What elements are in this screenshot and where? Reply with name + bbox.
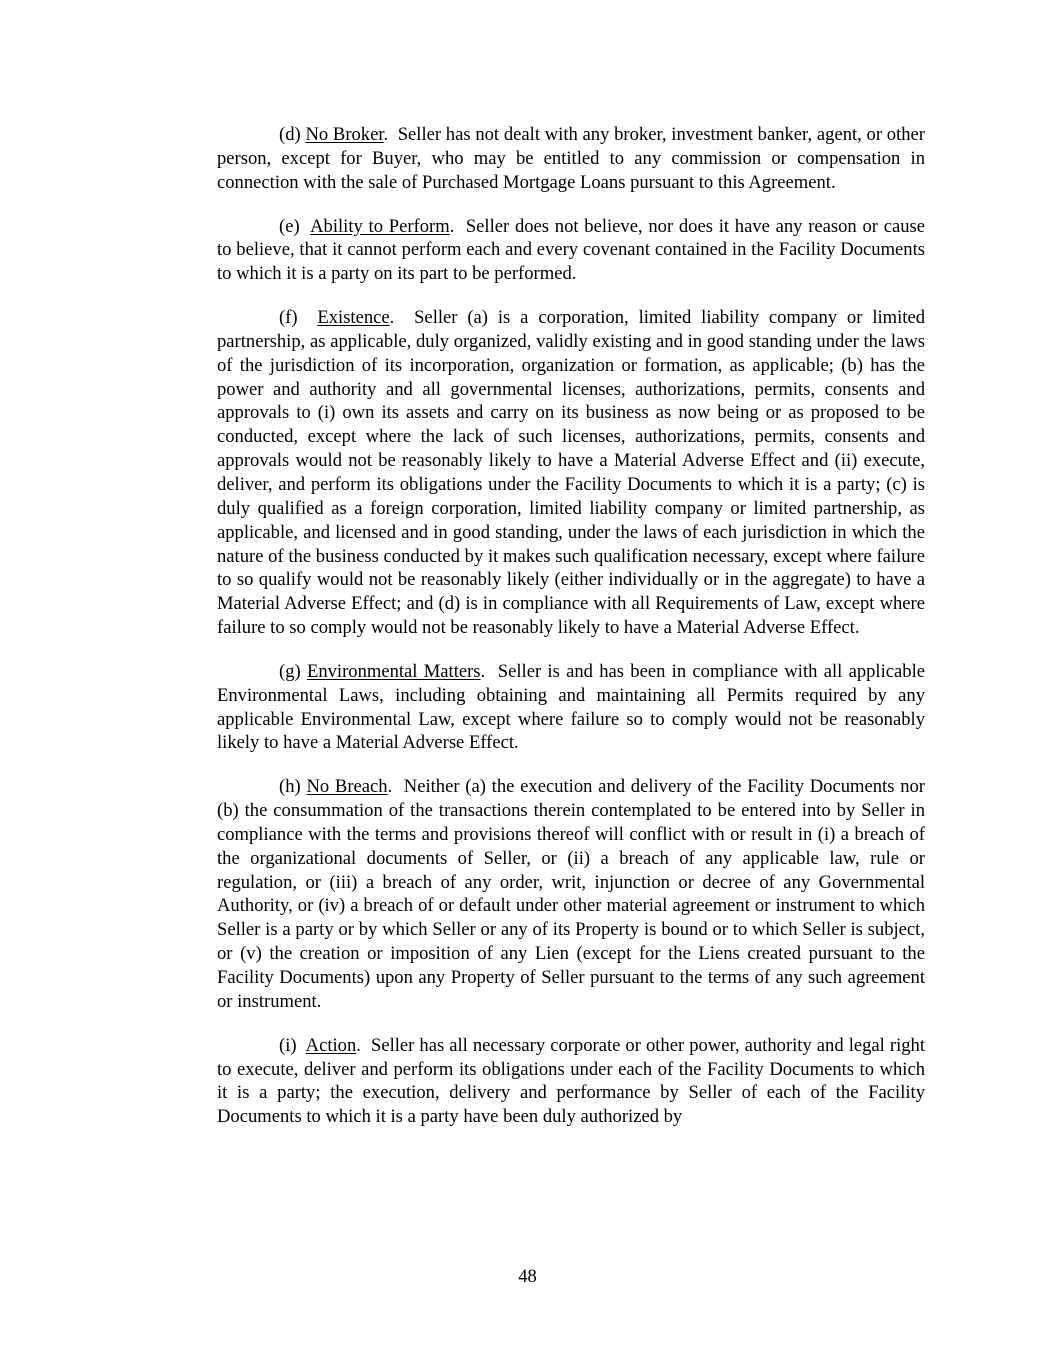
- section-label: (i): [279, 1034, 297, 1056]
- section-body: Seller has not dealt with any broker, investment banker, agent, or other person, except for Buyer, who may be entitled to any commission or compensation in connection with the sale of Purchased Mortgage Loans pursuant to this Agreement.: [217, 124, 925, 193]
- section-heading: Ability to Perform: [310, 215, 450, 237]
- section-e: (e) Ability to Perform. Seller does not believe, nor does it have any reason or cause to believe, that it cannot perform each and every covenant contained in the Facility Documents to which it is a party on its part to be performed.: [217, 215, 926, 285]
- section-heading: Action: [305, 1034, 357, 1056]
- page-number: 48: [518, 1266, 537, 1287]
- section-h: (h) No Breach. Neither (a) the execution and delivery of the Facility Documents nor (b) the consummation of the transactions therein contemplated to be entered into by Seller in compliance with the terms and provisions thereof will conflict with or result in (i) a breach of the organizational documents of Seller, or (ii) a breach of any applicable law, rule or regulation, or (iii) a breach of any order, writ, injunction or decree of any Governmental Authority, or (iv) a breach of or default under other material agreement or instrument to which Seller is a party or by which Seller or any of its Property is bound or to which Seller is subject, or (v) the creation or imposition of any Lien (except for the Liens created pursuant to the Facility Documents) upon any Property of Seller pursuant to the terms of any such agreement or instrument.: [217, 776, 925, 1012]
- section-g: (g) Environmental Matters. Seller is and has been in compliance with all applicable Environmental Laws, including obtaining and maintaining all Permits required by any applicable Environmental Law, except where failure so to comply would not be reasonably likely to have a Material Adverse Effect.: [217, 660, 925, 754]
- section-heading: Existence: [317, 307, 390, 329]
- section-label: (e): [279, 215, 300, 237]
- section-label: (d): [279, 124, 301, 145]
- section-heading: Environmental Matters: [306, 660, 481, 682]
- section-label: (f): [279, 307, 298, 329]
- section-d: (d) No Broker. Seller has not dealt with any broker, investment banker, agent, or other person, except for Buyer, who may be entitled to any commission or compensation in connection with the sale of Purchased Mortgage Loans pursuant to this Agreement.: [217, 124, 925, 193]
- section-i: (i) Action. Seller has all necessary corporate or other power, authority and legal right to execute, deliver and perform its obligations under each of the Facility Documents to which it is a party; the execution, delivery and performance by Seller of each of the Facility Documents to which it is a party have been duly authorized by: [217, 1034, 925, 1128]
- section-label: (g): [279, 660, 301, 682]
- section-body: Seller is and has been in compliance with all applicable Environmental Laws, including obtaining and maintaining all Permits required by any applicable Environmental Law, except where failure so to comply would not be reasonably likely to have a Material Adverse Effect.: [217, 660, 925, 754]
- section-body: Seller (a) is a corporation, limited liability company or limited partnership, as applicable, duly organized, validly existing and in good standing under the laws of the jurisdiction of its incorporation, organization or formation, as applicable; (b) has the power and authority and all governmental licenses, authorizations, permits, consents and approvals to (i) own its assets and carry on its business as now being or as proposed to be conducted, except where the lack of such licenses, authorizations, permits, consents and approvals would not be reasonably likely to have a Material Adverse Effect and (ii) execute, deliver, and perform its obligations under the Facility Documents to which it is a party; (c) is duly qualified as a foreign corporation, limited liability company or limited partnership, as applicable, and licensed and in good standing, under the laws of each jurisdiction in which the nature of the business conducted by it makes such qualification necessary, except where failure to so qualify would not be reasonably likely (either individually or in the aggregate) to have a Material Adverse Effect; and (d) is in compliance with all Requirements of Law, except where failure to so comply would not be reasonably likely to have a Material Adverse Effect.: [217, 307, 925, 639]
- document-page: [217, 123, 925, 1149]
- section-body: Seller does not believe, nor does it have any reason or cause to believe, that it cannot perform each and every covenant contained in the Facility Documents to which it is a party on its part to be performed.: [217, 215, 926, 285]
- section-f: (f) Existence. Seller (a) is a corporation, limited liability company or limited partnership, as applicable, duly organized, validly existing and in good standing under the laws of the jurisdiction of its incorporation, organization or formation, as applicable; (b) has the power and authority and all governmental licenses, authorizations, permits, consents and approvals to (i) own its assets and carry on its business as now being or as proposed to be conducted, except where the lack of such licenses, authorizations, permits, consents and approvals would not be reasonably likely to have a Material Adverse Effect and (ii) execute, deliver, and perform its obligations under the Facility Documents to which it is a party; (c) is duly qualified as a foreign corporation, limited liability company or limited partnership, as applicable, and licensed and in good standing, under the laws of each jurisdiction in which the nature of the business conducted by it makes such qualification necessary, except where failure to so qualify would not be reasonably likely (either individually or in the aggregate) to have a Material Adverse Effect; and (d) is in compliance with all Requirements of Law, except where failure to so comply would not be reasonably likely to have a Material Adverse Effect.: [217, 307, 925, 639]
- section-heading: No Broker: [305, 124, 384, 145]
- section-heading: No Breach: [306, 776, 388, 798]
- section-body: Neither (a) the execution and delivery of the Facility Documents nor (b) the consummation of the transactions therein contemplated to be entered into by Seller in compliance with the terms and provisions thereof will conflict with or result in (i) a breach of the organizational documents of Seller, or (ii) a breach of any applicable law, rule or regulation, or (iii) a breach of any order, writ, injunction or decree of any Governmental Authority, or (iv) a breach of or default under other material agreement or instrument to which Seller is a party or by which Seller or any of its Property is bound or to which Seller is subject, or (v) the creation or imposition of any Lien (except for the Liens created pursuant to the Facility Documents) upon any Property of Seller pursuant to the terms of any such agreement or instrument.: [217, 776, 925, 1012]
- section-label: (h): [279, 776, 301, 798]
- section-body: Seller has all necessary corporate or other power, authority and legal right to execute, deliver and perform its obligations under each of the Facility Documents to which it is a party; the execution, delivery and performance by Seller of each of the Facility Documents to which it is a party have been duly authorized by: [217, 1034, 925, 1128]
